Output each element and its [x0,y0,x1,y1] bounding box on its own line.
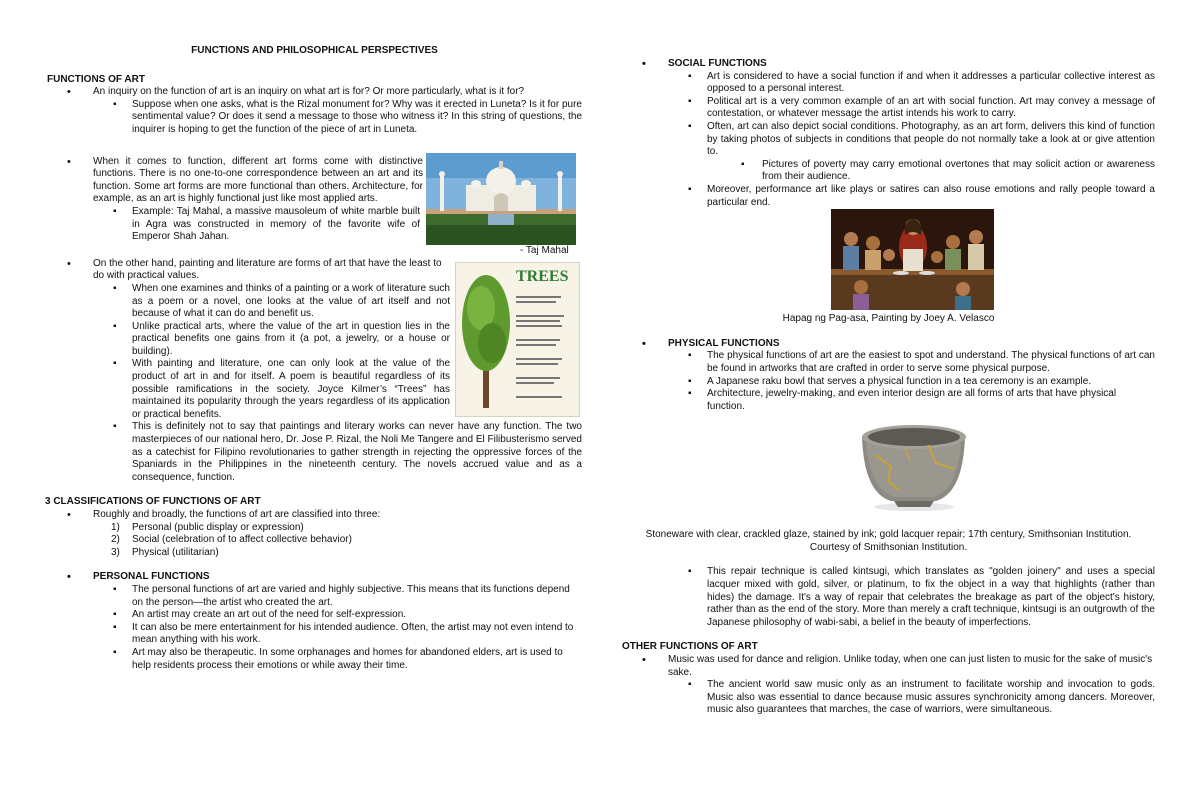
kintsugi-bowl-image [836,415,991,513]
list-item: ▪ Often, art can also depict social conditions. Photography, as an art form, delivers this kind of function by taking photos of subjects in conditions that people do not normally take a look at or give attention to. [622,121,1155,159]
list-item: ▪ This is definitely not to say that paintings and literary works can never have any function. The two masterpieces of our national hero, Dr. Jose P. Rizal, the Noli Me Tangere and El Filibusterismo served as a catechist for Filipino revolutionaries to gather strength in rejecting the oppressive forces of the Spaniards in the Philippines in the nineteenth century. The novels accrued value and as a consequence, function. [47,421,582,484]
list-item: ▪ It can also be mere entertainment for his intended audience. Often, the artist may not even intend to mean anything with his work. [47,622,582,647]
list-item: ▪ A Japanese raku bowl that serves a physical function in a tea ceremony is an example. [622,376,1155,389]
trees-cover-title: TREES [516,268,569,285]
list-item: ▪ When one examines and thinks of a painting or a work of literature such as a poem or a novel, one looks at the value of art itself and not because of what it can do and benefit us. [47,283,450,321]
heading-classifications: 3 CLASSIFICATIONS OF FUNCTIONS OF ART [45,496,261,508]
taj-mahal-image [426,153,576,245]
heading-other-functions: OTHER FUNCTIONS OF ART [622,641,758,653]
list-item: ▪ Example: Taj Mahal, a massive mausoleum of white marble built in Agra was constructed in memory of the favorite wife of Emperor Shah Jahan. [47,206,420,244]
list-item: ▪ Unlike practical arts, where the value of the art in question lies in the practical benefits one gains from it (a pot, a jewelry, or a house or building). [47,321,450,359]
list-item: ▪ The personal functions of art are varied and highly subjective. This means that its functions depend on the person—the artist who created the art. [47,584,582,609]
list-item: • When it comes to function, different art forms come with distinctive functions. There is no one-to-one correspondence between an art and its function. Some art forms are more functional than others. Architecture, for example, as an art is highly functional just like most applied arts. [47,156,423,206]
document-title: FUNCTIONS AND PHILOSOPHICAL PERSPECTIVES [191,45,438,56]
list-item: ▪ This repair technique is called kintsugi, which translates as "golden joinery" and uses a special lacquer mixed with gold, silver, or platinum, to fix the object in a way that highlights (rather than hides) the damage. It's a way of repair that celebrates the breakage as part of the object's history, rather than as the end of the story. More than merely a craft technique, kintsugi is an outgrowth of the Japanese philosophy of wabi-sabi, a belief in the beauty of imperfections. [622,566,1155,629]
list-item: ▪ Art is considered to have a social function if and when it addresses a particular collective interest as opposed to a personal interest. [622,71,1155,96]
list-item: • Music was used for dance and religion. Unlike today, when one can just listen to music for the sake of music's sake. [622,654,1155,679]
bowl-caption: Stoneware with clear, crackled glaze, stained by ink; gold lacquer repair; 17th century, Smithsonian Institution. [645,529,1132,541]
list-item: • Roughly and broadly, the functions of art are classified into three: [47,509,582,522]
taj-mahal-caption: - Taj Mahal [520,245,569,256]
list-item: ▪ Suppose when one asks, what is the Rizal monument for? Why was it erected in Luneta? Is it for pure sentimental value? Or does it send a message to those who witness it? In this string of questions, the inquirer is hoping to get the function of the piece of art in Luneta. [47,99,582,137]
bowl-courtesy: Courtesy of Smithsonian Institution. [809,541,968,553]
heading-functions-of-art: FUNCTIONS OF ART [47,73,145,85]
list-item: 2) Social (celebration of to affect collective behavior) [111,534,352,546]
right-column [622,58,1155,717]
heading-social-functions: • SOCIAL FUNCTIONS [622,58,1155,71]
painting-caption: Hapag ng Pag-asa, Painting by Joey A. Velasco [782,313,995,325]
list-item: ▪ Pictures of poverty may carry emotional overtones that may solicit action or awareness from their audience. [622,159,1155,184]
list-item: 1) Personal (public display or expression) [111,521,304,533]
list-item: ▪ Architecture, jewelry-making, and even interior design are all forms of arts that have physical function. [622,388,1155,413]
list-item: ▪ With painting and literature, one can only look at the value of the product of art in and for itself. A poem is beautiful regardless of its possible ramifications in the society. Joyce Kilmer’s “Trees” has maintained its popularity through the years regardless of its application or practical benefits. [47,358,450,421]
heading-physical-functions: • PHYSICAL FUNCTIONS [622,338,1155,351]
list-item: ▪ An artist may create an art out of the need for self-expression. [47,609,582,622]
heading-personal-functions: • PERSONAL FUNCTIONS [47,571,582,584]
list-item: ▪ Art may also be therapeutic. In some orphanages and homes for abandoned elders, art is used to help residents process their emotions or while away their time. [47,647,582,672]
hapag-ng-pag-asa-painting-image [831,209,994,310]
trees-book-cover-image [455,262,580,417]
list-item: • An inquiry on the function of art is an inquiry on what art is for? Or more particularly, what is it for? [47,86,582,99]
list-item: ▪ The physical functions of art are the easiest to spot and understand. The physical functions of art can be found in artworks that are crafted in order to serve some physical purpose. [622,350,1155,375]
list-item: ▪ The ancient world saw music only as an instrument to facilitate worship and invocation to gods. Music also was essential to dance because music assures synchronicity among dancers. Moreover, music also guarantees that marches, the case of warriors, were simultaneous. [622,679,1155,717]
list-item: ▪ Political art is a very common example of an art with social function. Art may convey a message of contestation, or whatever message the artist intends his work to carry. [622,96,1155,121]
list-item: ▪ Moreover, performance art like plays or satires can also rouse emotions and rally people toward a particular end. [622,184,1155,209]
list-item: • On the other hand, painting and literature are forms of art that have the least to do with practical values. [47,258,453,283]
list-item: 3) Physical (utilitarian) [111,546,219,558]
